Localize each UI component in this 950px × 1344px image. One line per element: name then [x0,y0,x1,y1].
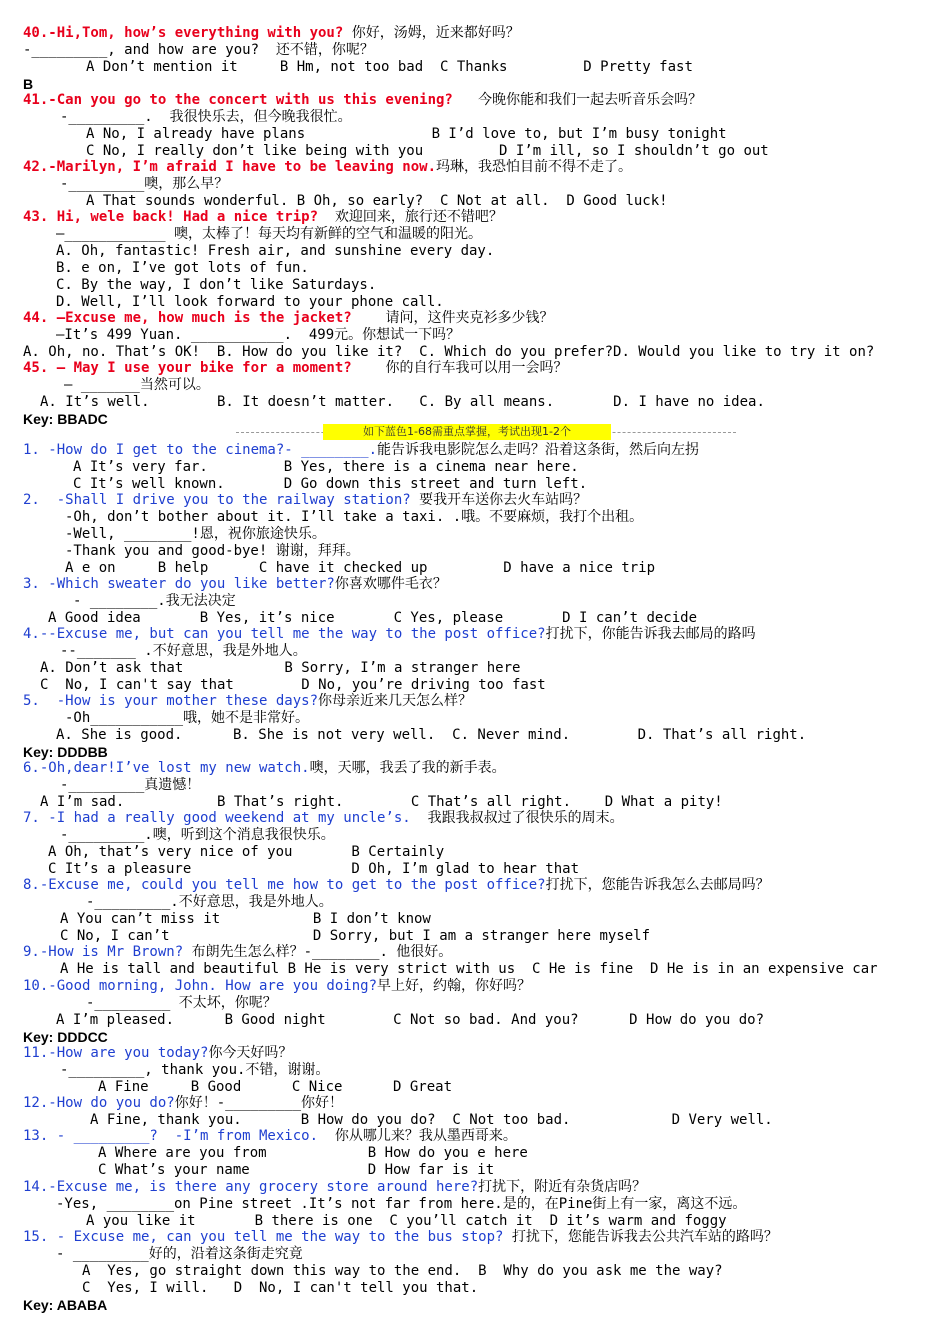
q45-reply: — _______当然可以。 [64,377,210,393]
q41-options-1: A No, I already have plans B I’d love to, but I’m busy tonight [86,126,727,142]
b7-reply: -_________.噢，听到这个消息我很快乐。 [60,827,335,843]
b9-options: A He is tall and beautiful B He is very strict with us C He is fine D He is in an expensive car [60,961,878,977]
q41-prompt: 41.-Can you go to the concert with us this evening? [23,92,453,108]
q40-answer: B [23,76,34,92]
b2-line-3: -Thank you and good-bye! 谢谢，拜拜。 [65,543,360,559]
b6-options: A I’m sad. B That’s right. C That’s all right. D What a pity! [40,794,723,810]
b10-prompt: 10.-Good morning, John. How are you doing? [23,978,378,994]
b6-prompt: 6.-Oh,dear!I’ve lost my new watch. [23,760,310,776]
b8-reply: -_________.不好意思，我是外地人。 [86,894,333,910]
q42-prompt-cn: 玛琳，我恐怕目前不得不走了。 [436,159,633,175]
highlight-note: 如下蓝色1-68需重点掌握，考试出现1-2个 [323,424,611,440]
b1-prompt: 1. -How do I get to the cinema?- ________. [23,442,378,458]
b4-prompt: 4.--Excuse me, but can you tell me the way to the post office? [23,626,546,642]
q45-prompt-cn: 你的自行车我可以用一会吗？ [351,360,568,376]
b15-prompt: 15. - Excuse me, can you tell me the way to the bus stop? [23,1229,504,1245]
b1-options-2: C It’s well known. D Go down this street and turn left. [73,476,588,492]
q43-option-d: D. Well, I’ll look forward to your phone call. [56,294,444,310]
q43-prompt-cn: 欢迎回来，旅行还不错吧？ [318,209,503,225]
b11-reply: -_________, thank you.不错，谢谢。 [60,1062,330,1078]
q41-line [23,92,702,109]
b12-options: A Fine, thank you. B How do you do? C Not too bad. D Very well. [90,1112,773,1128]
answer-key-2: Key: DDDBB [23,744,108,760]
b4-options-1: A. Don’t ask that B Sorry, I’m a stranger here [40,660,521,676]
b12-line [23,1095,343,1112]
b7-prompt: 7. -I had a really good weekend at my uncle’s. [23,810,411,826]
q45-prompt: 45. — May I use your bike for a moment? [23,360,352,376]
q41-reply: -_________. 我很快乐去，但今晚我很忙。 [60,109,352,125]
q44-line [23,310,553,327]
b2-line-2: -Well, ________!恩，祝你旅途快乐。 [65,526,326,542]
q42-prompt: 42.-Marilyn, I’m afraid I have to be leaving now. [23,159,437,175]
q40-prompt: 40.-Hi,Tom, how’s everything with you? [23,25,344,41]
q40-options: A Don’t mention it B Hm, not too bad C Thanks D Pretty fast [86,59,693,75]
b2-options: A e on B help C have it checked up D have a nice trip [65,560,656,576]
b13-prompt: 13. - _________? -I’m from Mexico. [23,1128,319,1144]
q43-reply: —____________ 噢，太棒了！每天均有新鲜的空气和温暖的阳光。 [56,226,483,242]
b5-options: A. She is good. B. She is not very well. C. Never mind. D. That’s all right. [56,727,807,743]
q45-options: A. It’s well. B. It doesn’t matter. C. By all means. D. I have no idea. [40,394,765,410]
b15-prompt-cn: 打扰下，您能告诉我去公共汽车站的路吗？ [503,1229,778,1245]
q40-line [23,25,520,42]
b5-prompt-cn: 你母亲近来几天怎么样？ [318,693,473,709]
b1-line [23,442,699,459]
q40-prompt-cn: 你好，汤姆，近来都好吗？ [343,25,520,41]
b4-reply: --_______ .不好意思，我是外地人。 [60,643,307,659]
b10-prompt-cn: 早上好，约翰，你好吗？ [377,978,532,994]
b13-options-2: C What’s your name D How far is it [98,1162,495,1178]
q43-line [23,209,503,226]
b4-line [23,626,756,643]
b14-line [23,1179,646,1196]
b15-options-1: A Yes, go straight down this way to the end. B Why do you ask me the way? [82,1263,723,1279]
b3-line [23,576,447,593]
q41-options-2: C No, I really don’t like being with you D I’m ill, so I shouldn’t go out [86,143,769,159]
b3-prompt-cn: 你喜欢哪件毛衣？ [334,576,447,592]
b3-reply: - ________.我无法决定 [73,593,236,609]
b14-prompt: 14.-Excuse me, is there any grocery store around here? [23,1179,479,1195]
b4-options-2: C No, I can't say that D No, you’re driving too fast [40,677,546,693]
b11-line [23,1045,292,1062]
b2-line [23,492,587,509]
b10-line [23,978,531,995]
b3-prompt: 3. -Which sweater do you like better? [23,576,335,592]
b14-reply: -Yes, ________on Pine street .It’s not far from here.是的，在Pine街上有一家，离这不远。 [56,1196,747,1212]
b11-prompt: 11.-How are you today? [23,1045,209,1061]
b9-prompt: 9.-How is Mr Brown? [23,944,184,960]
q42-options: A That sounds wonderful. B Oh, so early? C Not at all. D Good luck! [86,193,668,209]
q45-line [23,360,567,377]
b6-line [23,760,506,777]
b2-line-1: -Oh, don’t bother about it. I’ll take a taxi. .哦。不要麻烦，我打个出租。 [65,509,644,525]
b10-reply: -_________ 不太坏，你呢？ [86,995,277,1011]
b6-reply: -_________真遗憾！ [60,777,201,793]
b12-prompt-cn: 你好！-_________你好！ [174,1095,344,1111]
q43-option-c: C. By the way, I don’t like Saturdays. [56,277,377,293]
b5-reply: -Oh___________哦，她不是非常好。 [65,710,310,726]
answer-key-4: Key: ABABA [23,1297,108,1313]
b2-prompt-cn: 要我开车送你去火车站吗？ [410,492,588,508]
q44-prompt-cn: 请问，这件夹克衫多少钱？ [351,310,554,326]
b15-reply: - _________好的，沿着这条街走究竟 [56,1246,303,1262]
q44-prompt: 44. —Excuse me, how much is the jacket? [23,310,352,326]
answer-key-1: Key: BBADC [23,411,108,427]
b8-prompt: 8.-Excuse me, could you tell me how to get to the post office? [23,877,546,893]
b7-prompt-cn: 我跟我叔叔过了很快乐的周末。 [410,810,624,826]
q43-option-a: A. Oh, fantastic! Fresh air, and sunshine every day. [56,243,495,259]
b4-prompt-cn: 打扰下，你能告诉我去邮局的路吗 [545,626,756,642]
q43-option-b: B. e on, I’ve got lots of fun. [56,260,309,276]
b13-prompt-cn: 你从哪儿来？我从墨西哥来。 [318,1128,517,1144]
b5-prompt: 5. -How is your mother these days? [23,693,319,709]
b8-prompt-cn: 打扰下，您能告诉我怎么去邮局吗？ [545,877,770,893]
b14-options: A you like it B there is one C you’ll catch it D it’s warm and foggy [86,1213,727,1229]
q42-line [23,159,632,176]
b7-options-2: C It’s a pleasure D Oh, I’m glad to hear that [48,861,580,877]
b12-prompt: 12.-How do you do? [23,1095,175,1111]
b13-options-1: A Where are you from B How do you e here [98,1145,528,1161]
b15-line [23,1229,778,1246]
b1-prompt-cn: 能告诉我电影院怎么走吗？沿着这条街，然后向左拐 [377,442,700,458]
b5-line [23,693,472,710]
q41-prompt-cn: 今晚你能和我们一起去听音乐会吗？ [452,92,703,108]
b11-prompt-cn: 你今天好吗？ [208,1045,293,1061]
b9-prompt-cn: 布朗先生怎么样？-________. 他很好。 [183,944,453,960]
b2-prompt: 2. -Shall I drive you to the railway station? [23,492,411,508]
b7-line [23,810,624,827]
b6-prompt-cn: 噢，天哪，我丢了我的新手表。 [309,760,506,776]
answer-key-3: Key: DDDCC [23,1029,108,1045]
q44-options: A. Oh, no. That’s OK! B. How do you like it? C. Which do you prefer?D. Would you like to try it on? [23,344,875,360]
b11-options: A Fine B Good C Nice D Great [98,1079,453,1095]
b8-line [23,877,770,894]
b8-options-2: C No, I can’t D Sorry, but I am a stranger here myself [60,928,651,944]
q42-reply: -_________噢，那么早？ [60,176,229,192]
q40-reply: -_________, and how are you? 还不错，你呢？ [23,42,374,58]
b8-options-1: A You can’t miss it B I don’t know [60,911,431,927]
q43-prompt: 43. Hi, wele back! Had a nice trip? [23,209,319,225]
b13-line [23,1128,517,1145]
b9-line [23,944,452,961]
q44-reply: —It’s 499 Yuan. ___________. 499元。你想试一下吗？ [56,327,461,343]
b15-options-2: C Yes, I will. D No, I can't tell you that. [82,1280,479,1296]
b14-prompt-cn: 打扰下，附近有杂货店吗？ [478,1179,647,1195]
b7-options-1: A Oh, that’s very nice of you B Certainly [48,844,445,860]
b3-options: A Good idea B Yes, it’s nice C Yes, please D I can’t decide [48,610,698,626]
b10-options: A I’m pleased. B Good night C Not so bad. And you? D How do you do? [56,1012,765,1028]
b1-options-1: A It’s very far. B Yes, there is a cinema near here. [73,459,579,475]
